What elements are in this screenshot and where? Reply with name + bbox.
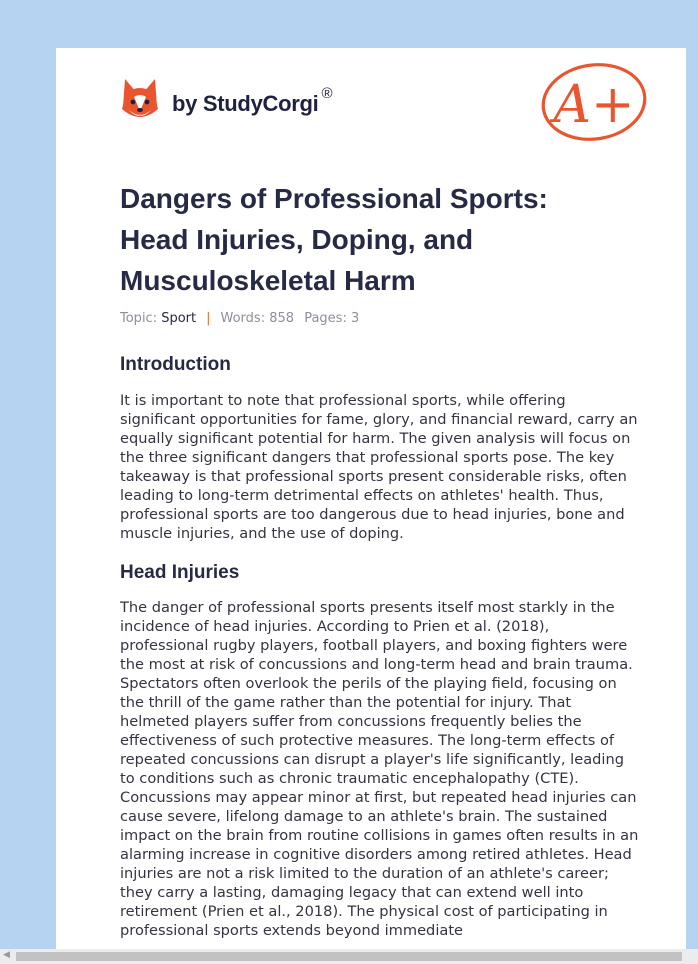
- section-body-introduction: It is important to note that professional sports, while offering significant opportunities for fame, glory, and financial reward, carry an equally significant potential for harm. The given analysis will focus on the three significant dangers that professional sports pose. The key takeaway is that professional sports present considerable risks, often leading to long-term detrimental effects on athletes' health. Thus, professional sports are too dangerous due to head injuries, bone and muscle injuries, and the use of doping.: [120, 392, 638, 542]
- pages-label: Pages:: [304, 311, 347, 326]
- studycorgi-logo[interactable]: [120, 76, 332, 122]
- meta-separator: |: [206, 311, 211, 326]
- section-body-head-injuries: The danger of professional sports presents itself most starkly in the incidence of head injuries. According to Prien et al. (2018), professional rugby players, football players, and boxing fighters were the most at risk of concussions and long-term head and brain trauma. Spectators often overlook the perils of the playing field, focusing on the thrill of the game rather than the potential for injury. That helmeted players suffer from concussions frequently belies the effectiveness of such protective measures. The long-term effects of repeated concussions can disrupt a player's life significantly, leading to conditions such as chronic traumatic encephalopathy (CTE). Concussions may appear minor at first, but repeated head injuries can cause severe, lifelong damage to an athlete's brain. The sustained impact on the brain from routine collisions in games often results in an alarming increase in cognitive disorders among retired athletes. Head injuries are not a risk limited to the duration of an athlete's career; they carry a lasting, damaging legacy that can extend well into retirement (Prien et al., 2018). The physical cost of participating in professional sports extends beyond immediate: [120, 599, 639, 939]
- corgi-icon: [120, 77, 160, 121]
- registered-mark: ®: [321, 85, 333, 102]
- scroll-left-icon[interactable]: ◀: [3, 950, 10, 960]
- topic-link[interactable]: Sport: [161, 311, 197, 326]
- brand-name: [172, 85, 333, 117]
- grade-stamp: [538, 58, 650, 148]
- section-heading-head-injuries: Head Injuries: [120, 562, 240, 583]
- words-label: Words:: [220, 311, 266, 326]
- grade-text: A+: [553, 75, 635, 135]
- brand-text: by StudyCorgi: [172, 91, 319, 116]
- scrollbar-thumb[interactable]: [16, 952, 682, 961]
- words-count: 858: [269, 311, 295, 326]
- article-meta: [120, 311, 359, 326]
- page-title: Dangers of Professional Sports: Head Injuries, Doping, and Musculoskeletal Harm: [120, 183, 548, 296]
- section-heading-introduction: Introduction: [120, 354, 231, 375]
- topic-label: Topic:: [120, 311, 158, 326]
- horizontal-scrollbar[interactable]: [0, 949, 698, 964]
- document-page: [56, 48, 686, 964]
- pages-count: 3: [350, 311, 360, 326]
